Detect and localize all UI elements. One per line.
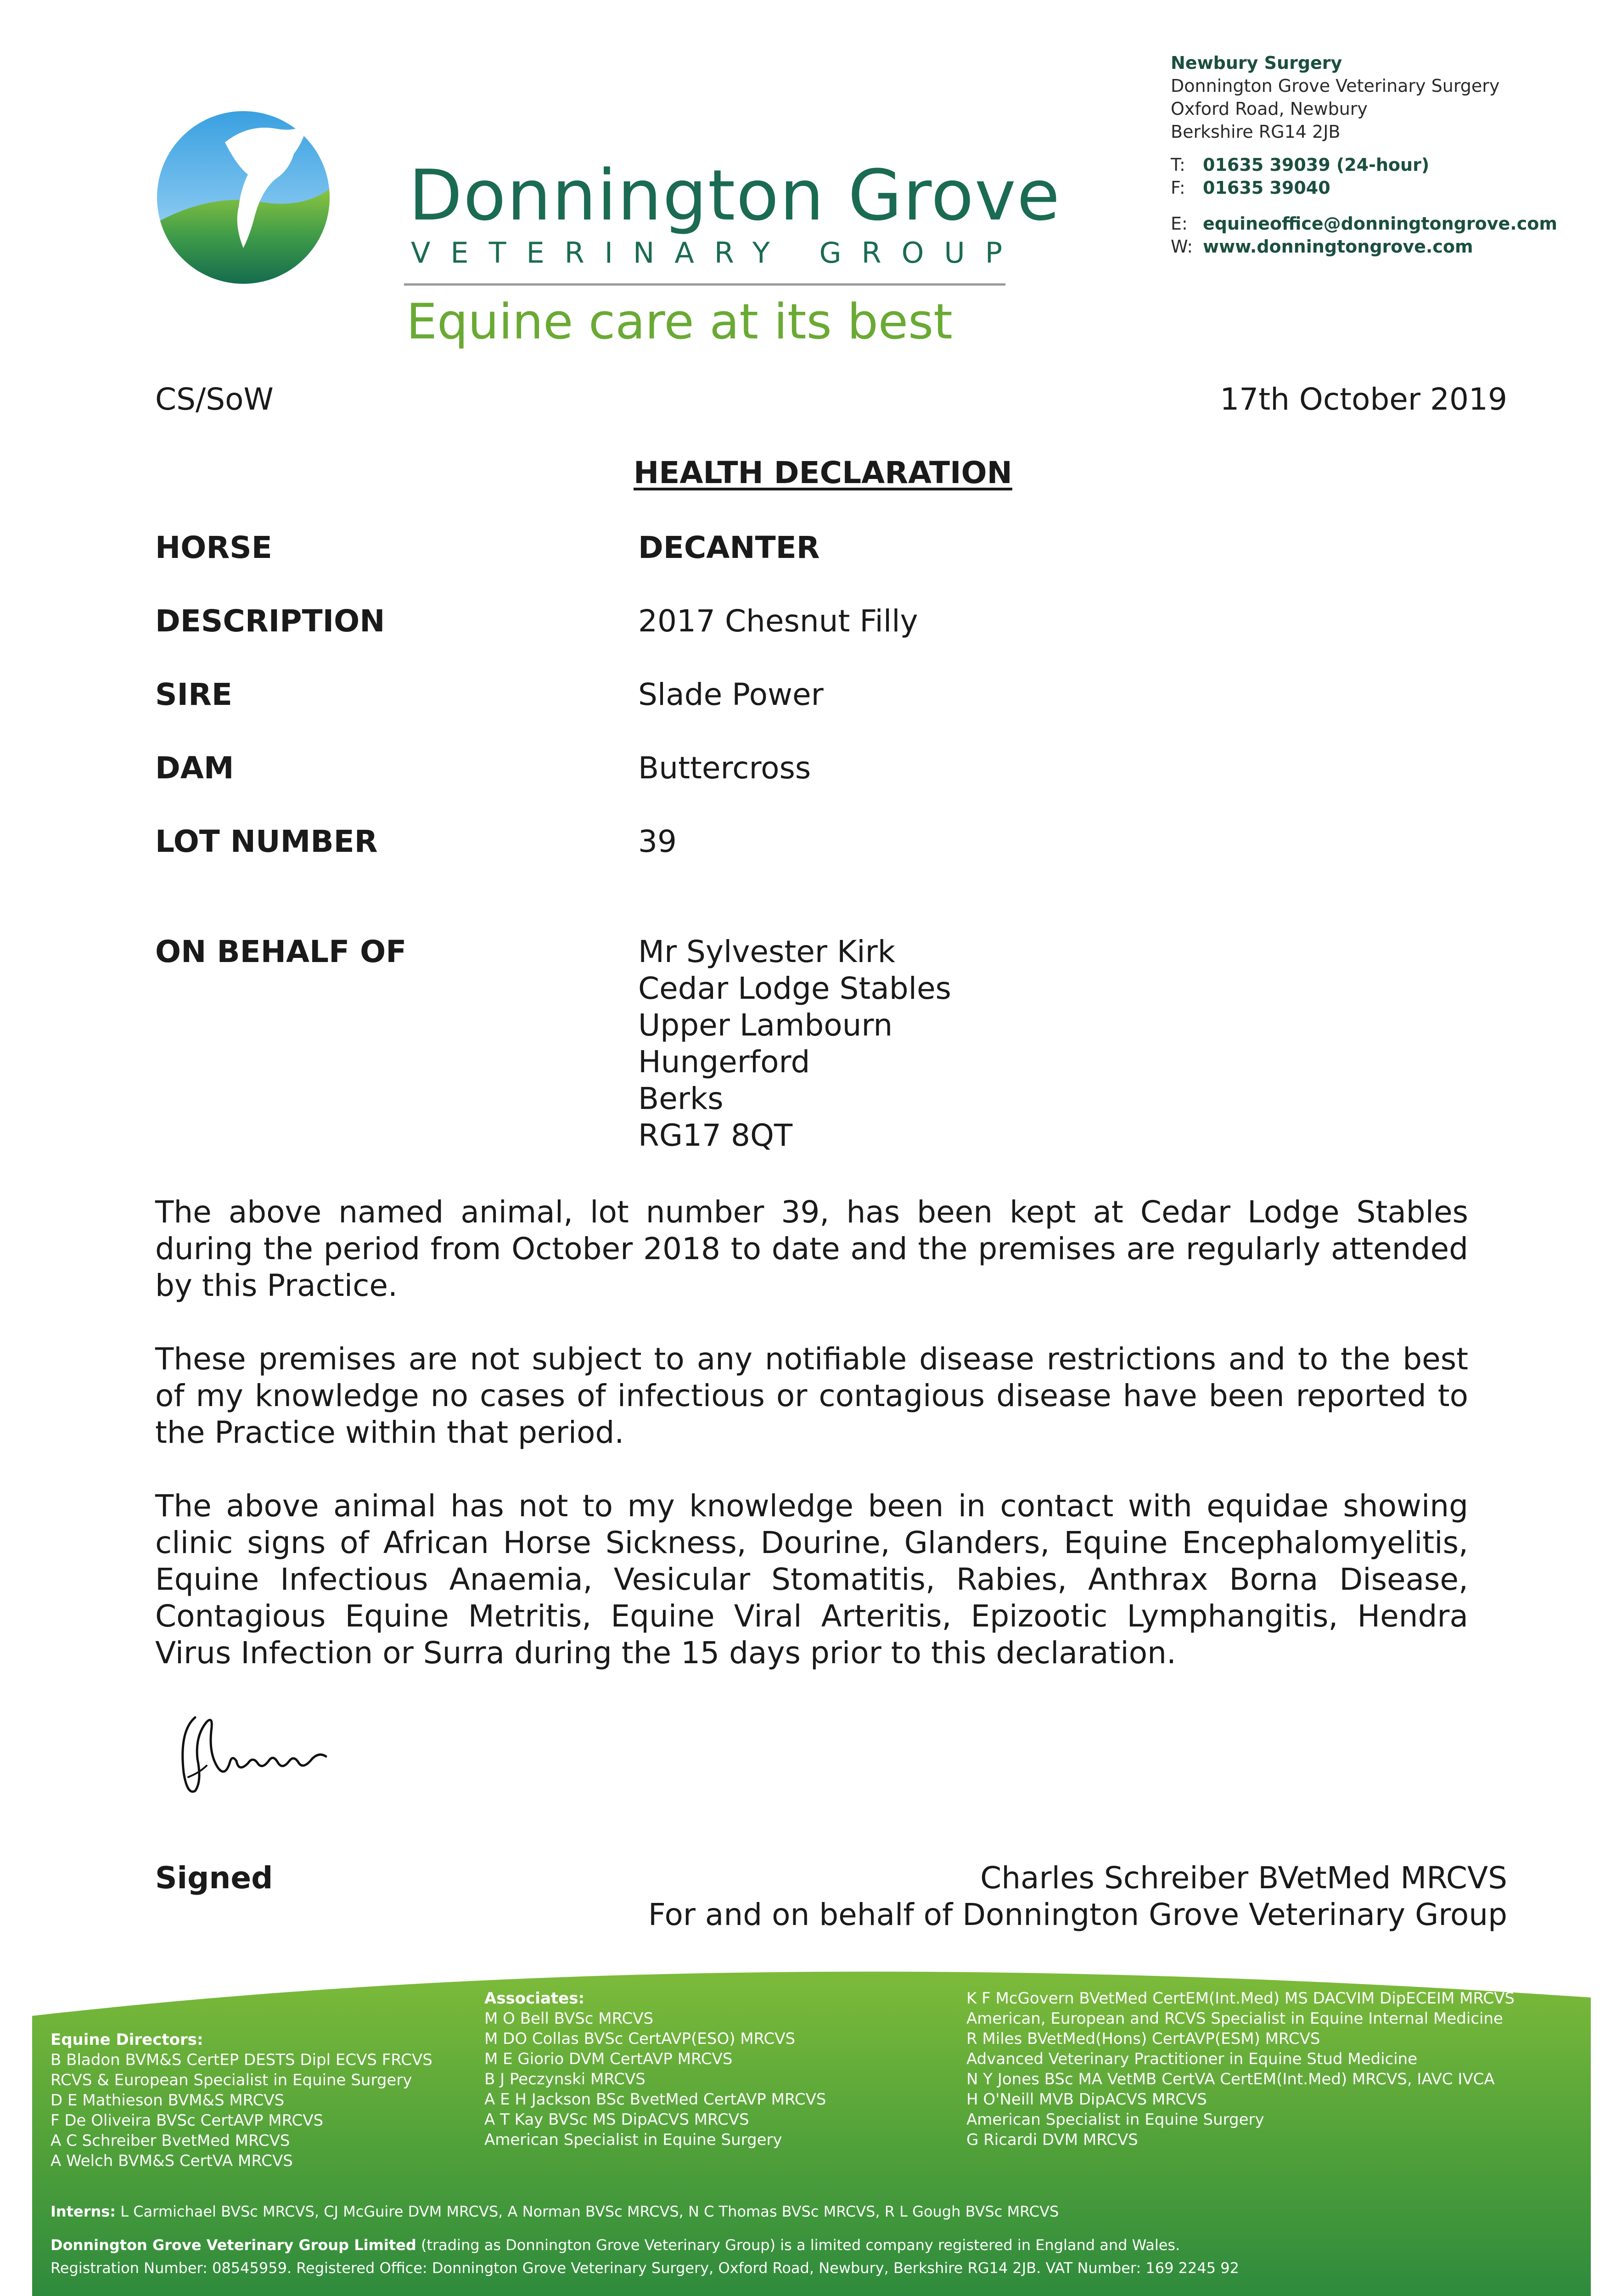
declaration-paragraph: These premises are not subject to any notifiable disease restrictions and to the best of my knowledge no cases of infectious or contagious disease have been reported to the Practice within that period.: [155, 1341, 1468, 1450]
signer-name: Charles Schreiber BVetMed MRCVS: [980, 1860, 1507, 1896]
director-entry: RCVS & European Specialist in Equine Surgery: [51, 2071, 412, 2089]
phone-row: [1171, 153, 1557, 176]
associate-entry: A T Kay BVSc MS DipACVS MRCVS: [484, 2110, 749, 2129]
document-date: 17th October 2019: [1220, 382, 1507, 417]
associates-heading: Associates:: [484, 1989, 585, 2008]
web-row: [1171, 235, 1557, 258]
address-line: Donnington Grove Veterinary Surgery: [1171, 76, 1500, 96]
director-entry: B Bladon BVM&S CertEP DESTS Dipl ECVS FRCVS: [51, 2051, 432, 2069]
address-line: Mr Sylvester Kirk: [638, 934, 895, 969]
declaration-paragraph: The above named animal, lot number 39, has been kept at Cedar Lodge Stables during the period from October 2018 to date and the premises are regularly attended by this Practice.: [155, 1194, 1468, 1303]
company-line: [51, 2236, 1180, 2254]
associate-entry: M E Giorio DVM CertAVP MRCVS: [484, 2050, 733, 2068]
registration-line: Registration Number: 08545959. Registered Office: Donnington Grove Veterinary Surgery, Oxford Road, Newbury, Berkshire RG14 2JB. VAT Number: 169 2245 92: [51, 2259, 1239, 2277]
email-label: E:: [1171, 214, 1188, 234]
director-entry: D E Mathieson BVM&S MRCVS: [51, 2091, 285, 2110]
phone-label: T:: [1171, 155, 1185, 175]
fax-label: F:: [1171, 178, 1185, 198]
address-line: RG17 8QT: [638, 1118, 793, 1153]
company-text: (trading as Donnington Grove Veterinary Group) is a limited company registered in England and Wales.: [421, 2236, 1180, 2254]
owner-address: [638, 934, 951, 1154]
signer-block: [648, 1860, 1507, 1933]
associate-entry: B J Peczynski MRCVS: [484, 2070, 645, 2088]
address-line: Cedar Lodge Stables: [638, 971, 951, 1006]
associate-entry: M O Bell BVSc MRCVS: [484, 2009, 654, 2028]
associates-list: [484, 1988, 826, 2150]
document-title: HEALTH DECLARATION: [634, 455, 1012, 490]
fax-row: [1171, 176, 1557, 199]
address-line: Upper Lambourn: [638, 1007, 893, 1043]
website-link[interactable]: www.donningtongrove.com: [1203, 236, 1473, 257]
signature-image: [174, 1704, 340, 1814]
horse-label: HORSE: [155, 530, 272, 565]
company-name: Donnington Grove Veterinary Group Limited: [51, 2236, 416, 2254]
description-value: 2017 Chesnut Filly: [638, 603, 918, 639]
horse-value: DECANTER: [638, 530, 820, 565]
tagline: Equine care at its best: [406, 293, 953, 350]
associate-entry: American Specialist in Equine Surgery: [966, 2110, 1264, 2129]
associate-entry: M DO Collas BVSc CertAVP(ESO) MRCVS: [484, 2030, 796, 2048]
interns-line: [51, 2203, 1059, 2220]
declaration-paragraph: The above animal has not to my knowledge been in contact with equidae showing clinic signs of African Horse Sickness, Dourine, Glanders, Equine Encephalomyelitis, Equine Infectious Anaemia, Vesicular Stomatitis, Rabies, Anthrax Borna Disease, Contagious Equine Metritis, Equine Viral Arteritis, Epizootic Lymphangitis, Hendra Virus Infection or Surra during the 15 days prior to this declaration.: [155, 1488, 1468, 1671]
contact-block: [1171, 51, 1557, 258]
dam-label: DAM: [155, 750, 234, 786]
associate-entry: Advanced Veterinary Practitioner in Equine Stud Medicine: [966, 2050, 1418, 2068]
associate-entry: A E H Jackson BSc BvetMed CertAVP MRCVS: [484, 2090, 826, 2109]
reference-code: CS/SoW: [155, 382, 274, 417]
director-entry: A Welch BVM&S CertVA MRCVS: [51, 2152, 293, 2170]
address-line: Oxford Road, Newbury: [1171, 99, 1368, 119]
logo-emblem: [156, 110, 331, 285]
associate-entry: American Specialist in Equine Surgery: [484, 2131, 782, 2149]
associate-entry: N Y Jones BSc MA VetMB CertVA CertEM(Int.Med) MRCVS, IAVC IVCA: [966, 2070, 1495, 2088]
sire-value: Slade Power: [638, 677, 824, 712]
description-label: DESCRIPTION: [155, 603, 385, 639]
associate-entry: K F McGovern BVetMed CertEM(Int.Med) MS DACVIM DipECEIM MRCVS: [966, 1989, 1515, 2008]
phone-number[interactable]: 01635 39039 (24-hour): [1203, 155, 1430, 175]
signed-label: Signed: [155, 1860, 273, 1896]
address-line: Berkshire RG14 2JB: [1171, 122, 1341, 142]
organization-name: Donnington Grove: [409, 155, 1061, 236]
associate-entry: H O'Neill MVB DipACVS MRCVS: [966, 2090, 1207, 2109]
letterhead-divider: [404, 283, 1005, 286]
address-line: Berks: [638, 1081, 724, 1116]
interns-list: L Carmichael BVSc MRCVS, CJ McGuire DVM MRCVS, A Norman BVSc MRCVS, N C Thomas BVSc MRCVS, R L Gough BVSc MRCVS: [120, 2203, 1059, 2220]
fax-number: 01635 39040: [1203, 178, 1330, 198]
interns-label: Interns:: [51, 2203, 116, 2220]
address-line: Hungerford: [638, 1044, 810, 1080]
lot-number-label: LOT NUMBER: [155, 824, 378, 859]
associate-entry: G Ricardi DVM MRCVS: [966, 2131, 1138, 2149]
associates-list-continued: [966, 1988, 1515, 2150]
director-entry: A C Schreiber BvetMed MRCVS: [51, 2132, 290, 2150]
directors-heading: Equine Directors:: [51, 2031, 203, 2049]
associate-entry: R Miles BVetMed(Hons) CertAVP(ESM) MRCVS: [966, 2030, 1320, 2048]
email-link[interactable]: equineoffice@donningtongrove.com: [1203, 214, 1557, 234]
organization-subtitle: VETERINARY GROUP: [411, 236, 1023, 270]
dam-value: Buttercross: [638, 750, 811, 786]
on-behalf-label: ON BEHALF OF: [155, 934, 407, 969]
directors-list: [51, 2030, 432, 2171]
email-row: [1171, 212, 1557, 235]
sire-label: SIRE: [155, 677, 232, 712]
lot-number-value: 39: [638, 824, 677, 859]
web-label: W:: [1171, 236, 1193, 257]
associate-entry: American, European and RCVS Specialist in Equine Internal Medicine: [966, 2009, 1503, 2028]
director-entry: F De Oliveira BVSc CertAVP MRCVS: [51, 2111, 324, 2130]
surgery-name: Newbury Surgery: [1171, 53, 1342, 73]
signer-organization: For and on behalf of Donnington Grove Veterinary Group: [648, 1897, 1507, 1932]
